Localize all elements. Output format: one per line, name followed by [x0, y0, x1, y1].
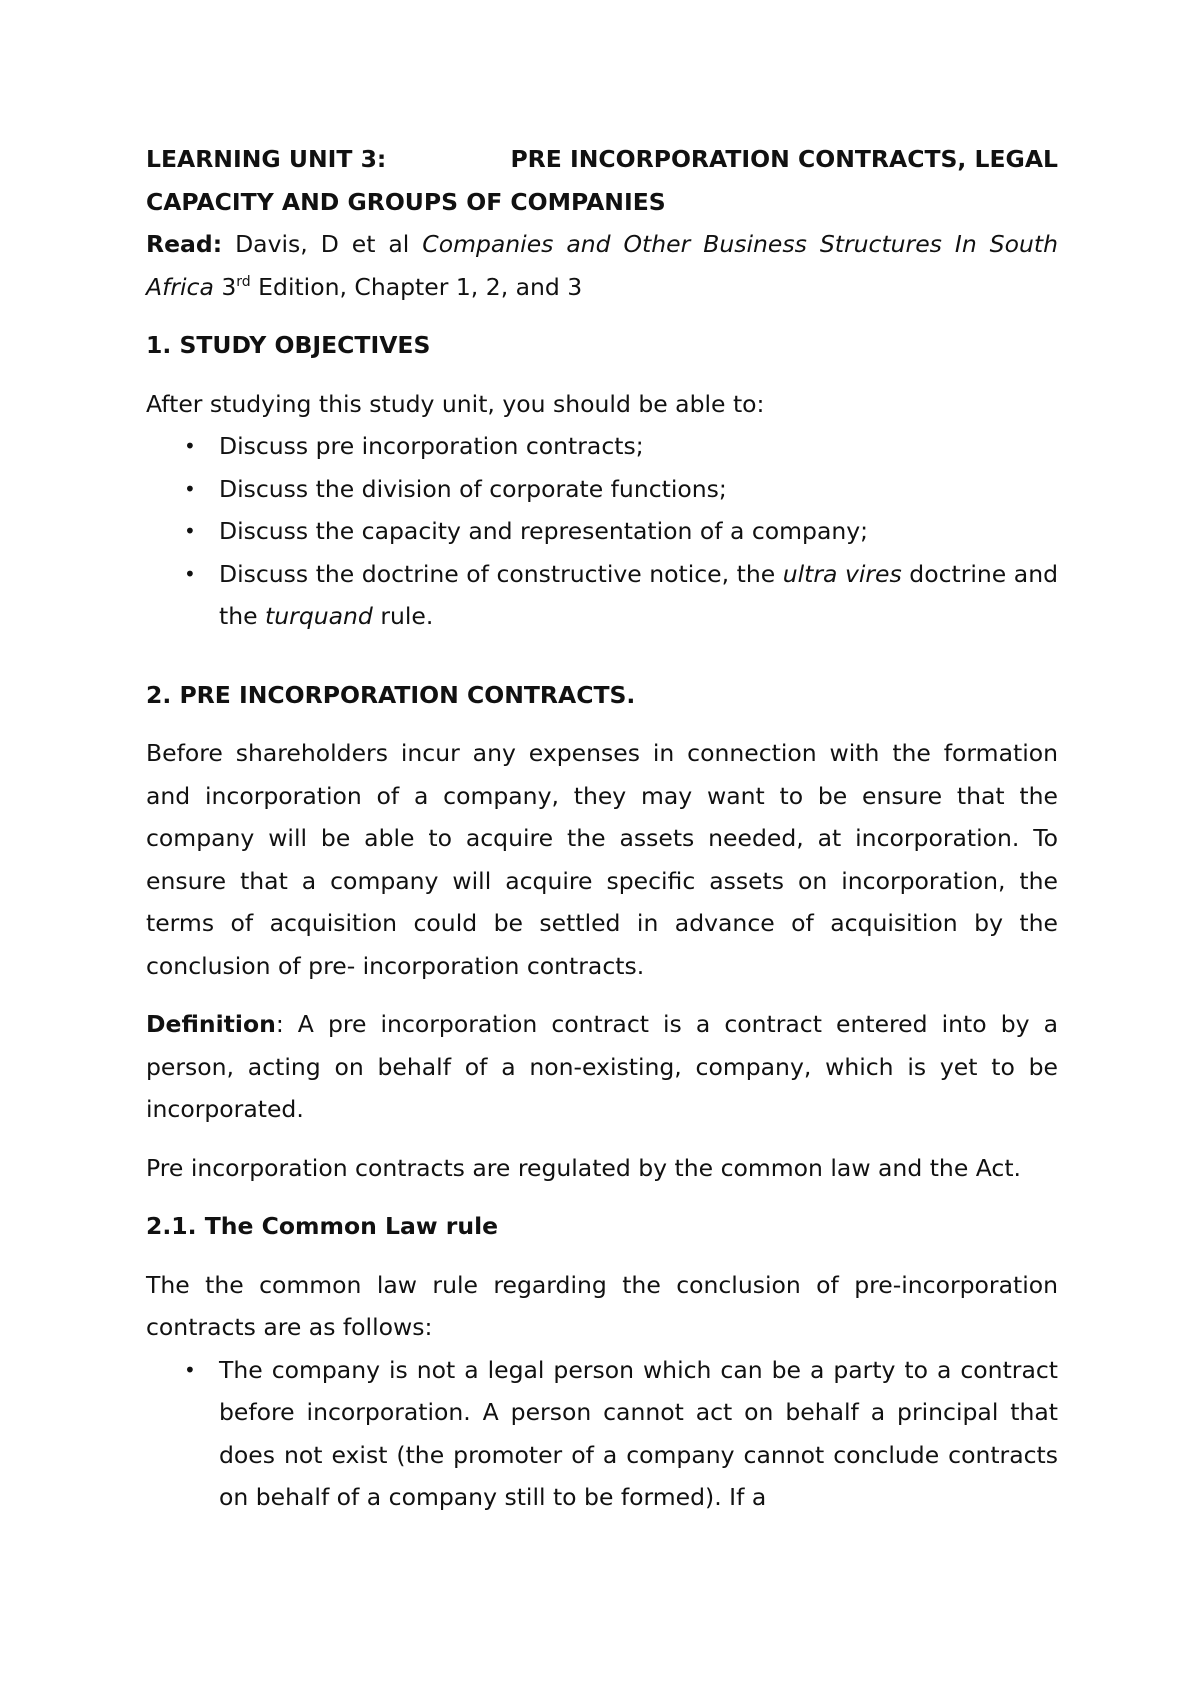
section1-intro: After studying this study unit, you should be able to:	[146, 389, 765, 418]
section2-regulation-paragraph: Pre incorporation contracts are regulated by the common law and the Act.	[146, 1153, 1022, 1182]
common-law-list	[146, 1349, 1058, 1519]
reading-book-title: Companies and Other Business Structures In South Africa	[146, 230, 1058, 301]
unit-title-text: PRE INCORPORATION CONTRACTS, LEGAL	[510, 145, 1058, 173]
definition-text: : A pre incorporation contract is a contract entered into by a person, acting on behalf of a non-existing, company, which is yet to be incorporated.	[146, 1010, 1058, 1123]
definition-label: Definition	[146, 1010, 276, 1038]
unit-title-line1	[146, 138, 1058, 181]
bullet-icon: •	[184, 561, 196, 586]
objective-text: Discuss pre incorporation contracts;	[219, 432, 644, 460]
reading-edition-rest: Edition, Chapter 1, 2, and 3	[250, 272, 583, 301]
unit-label: LEARNING UNIT 3:	[146, 145, 387, 173]
objective-italic-term: ultra vires	[782, 559, 902, 588]
section2-heading: 2. PRE INCORPORATION CONTRACTS.	[146, 680, 636, 709]
objective-item	[146, 425, 1058, 468]
objective-item	[146, 468, 1058, 511]
document-page	[146, 138, 1058, 1519]
objective-text: rule.	[372, 602, 434, 630]
section1-heading: 1. STUDY OBJECTIVES	[146, 331, 431, 359]
objective-item	[146, 553, 1058, 638]
reading-authors: Davis, D et al	[222, 230, 423, 258]
section21-intro: The the common law rule regarding the conclusion of pre-incorporation contracts are as follows:	[146, 1270, 1058, 1341]
bullet-icon: •	[184, 519, 196, 543]
common-law-text: The company is not a legal person which can be a party to a contract before incorporation. A person cannot act on behalf a principal that does not exist (the promoter of a company cannot conclude contracts on behalf of a company still to be formed). If a	[219, 1355, 1058, 1511]
objectives-list	[146, 425, 1058, 638]
section21-heading: 2.1. The Common Law rule	[146, 1212, 499, 1240]
objective-item	[146, 510, 1058, 553]
objective-text: Discuss the division of corporate functions;	[219, 474, 727, 503]
reading-edition-sup: rd	[236, 273, 251, 290]
definition-paragraph	[146, 1003, 1058, 1131]
objective-text: Discuss the doctrine of constructive notice, the	[219, 559, 783, 588]
objective-text: Discuss the capacity and representation of a company;	[219, 517, 869, 545]
bullet-icon: •	[184, 476, 196, 501]
unit-title-line2: CAPACITY AND GROUPS OF COMPANIES	[146, 187, 666, 216]
section2-paragraph: Before shareholders incur any expenses in connection with the formation and incorporation of a company, they may want to be ensure that the company will be able to acquire the assets needed, at incorporation. To ensure that a company will acquire specific assets on incorporation, the terms of acquisition could be settled in advance of acquisition by the conclusion of pre- incorporation contracts.	[146, 739, 1058, 980]
reading-reference	[146, 223, 1058, 308]
reading-edition-num: 3	[213, 272, 237, 301]
objective-text: doctrine and the	[219, 559, 1059, 630]
bullet-icon: •	[184, 1357, 196, 1382]
objective-italic-term: turquand	[265, 602, 373, 630]
reading-label: Read:	[146, 230, 223, 258]
common-law-item	[146, 1349, 1058, 1519]
bullet-icon: •	[184, 434, 196, 458]
